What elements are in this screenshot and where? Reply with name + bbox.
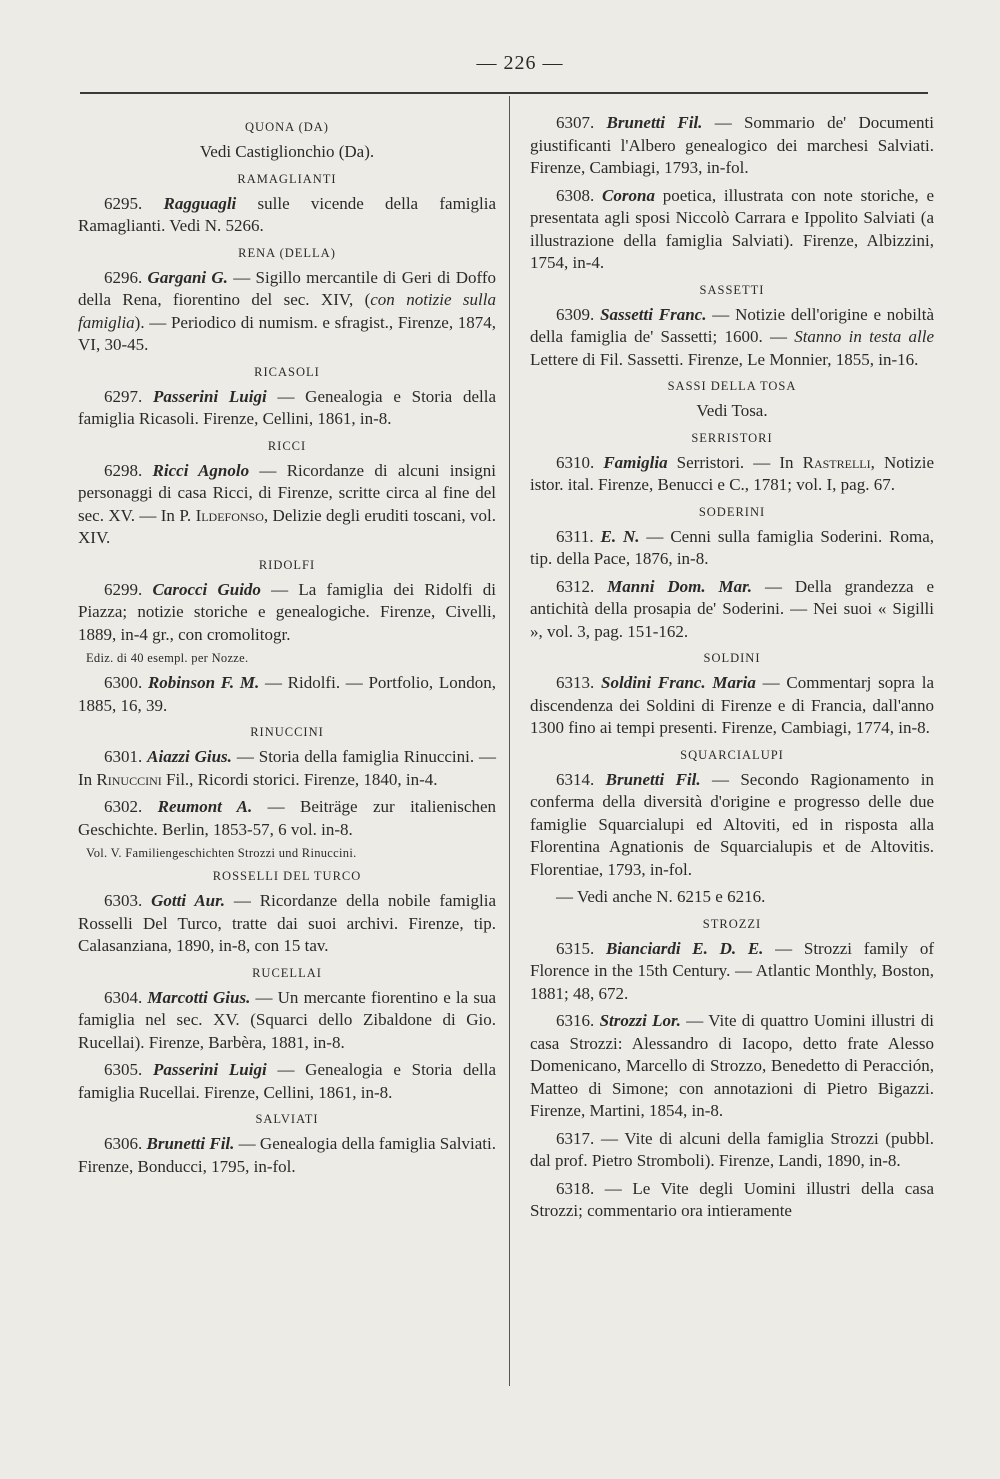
entry-text: ). — Periodico di numism. e sfragist., Firenze, 1874, VI, 30-45.: [78, 312, 496, 354]
entry-smallcaps: Rastrelli: [802, 452, 871, 472]
entry-number: 6310.: [556, 452, 604, 472]
bibliography-entry: [530, 304, 934, 372]
section-heading: SERRISTORI: [691, 430, 773, 445]
entry-text: — Ricordanze di alcuni insigni personaggi di casa Ricci, di Firenze, scritte circa al fine del sec. XV. — In P.: [78, 460, 497, 525]
entry-number: 6297.: [104, 386, 153, 406]
entry-author: Reumont A.: [157, 797, 253, 816]
top-rule: [80, 92, 928, 94]
section-heading: RIDOLFI: [258, 557, 316, 572]
entry-number: 6315.: [556, 938, 606, 958]
right-column: [530, 112, 934, 1228]
entry-text: — Vite di quattro Uomini illustri di casa Strozzi: Alessandro di Iacopo, detto frate Alesso Domenicano, Marcello di Strozzo, Benedetto di Peracción, Matteo di Simone; con annotazioni di Pietro Bigazzi. Firenze, Martini, 1854, in-8.: [530, 1011, 934, 1120]
entry-text: — Commentarj sopra la discendenza dei Soldini di Firenze e di Francia, dall'anno 1300 fino ai tempi presenti. Firenze, Cambiagi, 1774, in-8.: [530, 673, 935, 737]
section-heading: QUONA (DA): [245, 120, 329, 134]
entry-author: Ragguagli: [163, 193, 237, 213]
bibliography-entry: [530, 112, 934, 180]
bibliography-entry: [78, 672, 496, 717]
entry-note: Ediz. di 40 esempl. per Nozze.: [86, 651, 249, 665]
entry-number: 6317.: [556, 1128, 601, 1148]
see-reference: Vedi Castiglionchio (Da).: [199, 142, 375, 161]
entry-text: — Un mercante fiorentino e la sua famiglia nel sec. XV. (Squarci dello Zibaldone di Gio. Rucellai). Firenze, Barbèra, 1881, in-8.: [78, 987, 496, 1052]
entry-smallcaps: Ildefonso: [195, 505, 264, 525]
entry-number: 6300.: [104, 673, 148, 692]
entry-text: — Storia della famiglia Rinuccini. — In: [78, 747, 497, 789]
bibliography-entry: [530, 526, 934, 571]
entry-number: 6299.: [104, 579, 153, 599]
entry-author: Bianciardi E. D. E.: [605, 938, 764, 958]
section-heading: RENA (DELLA): [238, 245, 336, 260]
entry-author: E. N.: [600, 526, 640, 546]
bibliography-entry: [78, 579, 496, 647]
entry-number: 6312.: [556, 576, 608, 596]
page-number: — 226 —: [476, 52, 564, 74]
entry-number: 6303.: [104, 891, 152, 910]
entry-text: — Notizie dell'origine e nobiltà della famiglia de' Sassetti; 1600. —: [530, 304, 935, 346]
entry-text: — Genealogia e Storia della famiglia Rucellai. Firenze, Cellini, 1861, in-8.: [78, 1060, 496, 1102]
entry-author: Carocci Guido: [152, 579, 261, 599]
section-heading: SASSETTI: [699, 282, 765, 297]
section-heading: SOLDINI: [703, 651, 761, 665]
entry-author: Gotti Aur.: [151, 891, 226, 910]
bibliography-entry: [78, 890, 496, 958]
entry-number: 6311.: [556, 526, 601, 546]
entry-text: — Beiträge zur italienischen Geschichte. Berlin, 1853-57, 6 vol. in-8.: [78, 797, 496, 839]
bibliography-entry: [530, 185, 934, 275]
section-heading: SODERINI: [698, 504, 766, 519]
section-heading: SALVIATI: [255, 1112, 319, 1126]
bibliography-entry: [530, 769, 934, 882]
entry-number: 6296.: [104, 267, 148, 287]
entry-text: — Strozzi family of Florence in the 15th Century. — Atlantic Monthly, Boston, 1881; 48, 672.: [530, 938, 934, 1003]
entry-text: poetica, illustrata con note storiche, e presentata agli sposi Niccolò Carrara e Ippolito Salviati (a illustrazione della famiglia Salviati). Firenze, Albizzini, 1754, in-4.: [530, 185, 934, 272]
entry-number: 6298.: [104, 460, 153, 480]
entry-author: Corona: [602, 185, 655, 205]
section-heading: ROSSELLI DEL TURCO: [212, 869, 362, 883]
bibliography-entry: [530, 576, 934, 644]
bibliography-entry: [78, 1133, 496, 1178]
entry-author: Sassetti Franc.: [600, 304, 707, 324]
entry-number: 6309.: [556, 304, 601, 324]
entry-text: — Genealogia della famiglia Salviati. Firenze, Bonducci, 1795, in-fol.: [78, 1134, 496, 1176]
entry-text: Lettere di Fil. Sassetti. Firenze, Le Monnier, 1855, in-16.: [530, 349, 919, 369]
bibliography-entry: [530, 452, 934, 497]
entry-number: 6295.: [104, 193, 164, 213]
entry-text: — Sigillo mercantile di Geri di Doffo della Rena, fiorentino del sec. XIV, (: [78, 267, 496, 309]
entry-text: — Genealogia e Storia della famiglia Ricasoli. Firenze, Cellini, 1861, in-8.: [78, 386, 496, 428]
section-heading: RICASOLI: [254, 364, 320, 379]
entry-text: — Sommario de' Documenti giustificanti l'Albero genealogico dei marchesi Salviati. Firenze, Cambiagi, 1793, in-fol.: [530, 113, 934, 177]
entry-author: Ricci Agnolo: [152, 460, 250, 480]
entry-text: — Ridolfi. — Portfolio, London, 1885, 16, 39.: [78, 673, 497, 715]
entry-smallcaps: Rinuccini: [96, 769, 162, 789]
entry-author: Robinson F. M.: [147, 673, 260, 692]
bibliography-entry: [78, 987, 496, 1055]
entry-number: 6307.: [556, 113, 607, 132]
entry-text: Serristori. — In: [667, 452, 803, 472]
entry-number: 6316.: [556, 1011, 600, 1030]
bibliography-entry: [530, 672, 934, 740]
bibliography-entry: [530, 938, 934, 1006]
entry-number: 6302.: [104, 797, 158, 816]
see-reference: Vedi Tosa.: [696, 401, 768, 420]
section-heading: RINUCCINI: [250, 725, 324, 739]
entry-author: Brunetti Fil.: [146, 1134, 235, 1153]
entry-number: 6304.: [104, 987, 148, 1007]
section-heading: SASSI DELLA TOSA: [667, 379, 797, 393]
entry-note: Vol. V. Familiengeschichten Strozzi und Rinuccini.: [86, 846, 357, 860]
entry-text: — Secondo Ragionamento in conferma della diversità d'origine e progresso delle due famiglie Squarcialupi ed Altoviti, ed in risposta alla Florentina Agnationis de Squarcialupis et de Altovitis. Florentiae, 1793, in-fol.: [530, 769, 934, 879]
section-heading: RICCI: [267, 438, 307, 453]
left-column: [78, 112, 496, 1183]
entry-number: 6314.: [556, 769, 606, 789]
bibliography-entry: [530, 1010, 934, 1123]
entry-italic: con notizie sulla famiglia: [78, 290, 496, 332]
entry-text: , Delizie degli eruditi toscani, vol. XIV.: [78, 505, 496, 547]
section-heading: STROZZI: [702, 916, 762, 931]
entry-author: Aiazzi Gius.: [147, 747, 232, 766]
entry-author: Passerini Luigi: [153, 1060, 267, 1079]
entry-number: 6318.: [556, 1178, 605, 1198]
column-divider: [509, 96, 510, 1386]
entry-number: 6305.: [104, 1060, 153, 1079]
entry-author: Brunetti Fil.: [605, 769, 701, 789]
entry-author: Strozzi Lor.: [599, 1011, 681, 1030]
bibliography-entry: [78, 796, 496, 841]
entry-text: — Ricordanze della nobile famiglia Rosselli Del Turco, tratte dai suoi archivi. Firenze, tip. Calasanziana, 1890, in-8, con 15 tav.: [78, 891, 496, 955]
bibliography-entry: [78, 1059, 496, 1104]
bibliography-entry: [78, 460, 496, 550]
entry-author: Gargani G.: [147, 267, 228, 287]
entry-author: Famiglia: [603, 452, 668, 472]
entry-text: , Notizie istor. ital. Firenze, Benucci e C., 1781; vol. I, pag. 67.: [530, 452, 935, 494]
entry-text: sulle vicende della famiglia Ramaglianti. Vedi N. 5266.: [78, 193, 497, 235]
entry-text: Fil., Ricordi storici. Firenze, 1840, in-4.: [161, 769, 438, 789]
entry-number: 6308.: [556, 185, 603, 205]
entry-author: Passerini Luigi: [153, 386, 267, 406]
bibliography-entry: [530, 1178, 934, 1223]
entry-text: — Della grandezza e antichità della prosapia de' Soderini. — Nei suoi « Sigilli », vol. 3, pag. 151-162.: [530, 576, 934, 641]
entry-author: Marcotti Gius.: [147, 987, 251, 1007]
entry-author: Brunetti Fil.: [606, 113, 703, 132]
entry-number: 6313.: [556, 673, 602, 692]
entry-italic: Stanno in testa alle: [794, 327, 934, 346]
entry-number: 6301.: [104, 747, 148, 766]
section-heading: RUCELLAI: [252, 965, 322, 980]
entry-text: — La famiglia dei Ridolfi di Piazza; notizie storiche e genealogiche. Firenze, Civelli, 1889, in-4 gr., con cromolitogr.: [78, 579, 496, 644]
section-heading: RAMAGLIANTI: [237, 171, 337, 186]
see-also-reference: — Vedi anche N. 6215 e 6216.: [556, 887, 766, 906]
section-heading: SQUARCIALUPI: [680, 747, 784, 762]
bibliography-entry: [78, 193, 496, 238]
bibliography-entry: [78, 386, 496, 431]
entry-author: Soldini Franc. Maria: [601, 673, 756, 692]
bibliography-entry: [78, 746, 496, 791]
bibliography-entry: [530, 1128, 934, 1173]
bibliography-entry: [78, 267, 496, 357]
entry-text: — Le Vite degli Uomini illustri della casa Strozzi; commentario ora intieramente: [530, 1178, 934, 1220]
entry-text: — Vite di alcuni della famiglia Strozzi (pubbl. dal prof. Pietro Stromboli). Firenze, Landi, 1890, in-8.: [530, 1128, 935, 1170]
entry-text: — Cenni sulla famiglia Soderini. Roma, tip. della Pace, 1876, in-8.: [530, 526, 934, 568]
entry-author: Manni Dom. Mar.: [607, 576, 753, 596]
entry-number: 6306.: [104, 1134, 147, 1153]
